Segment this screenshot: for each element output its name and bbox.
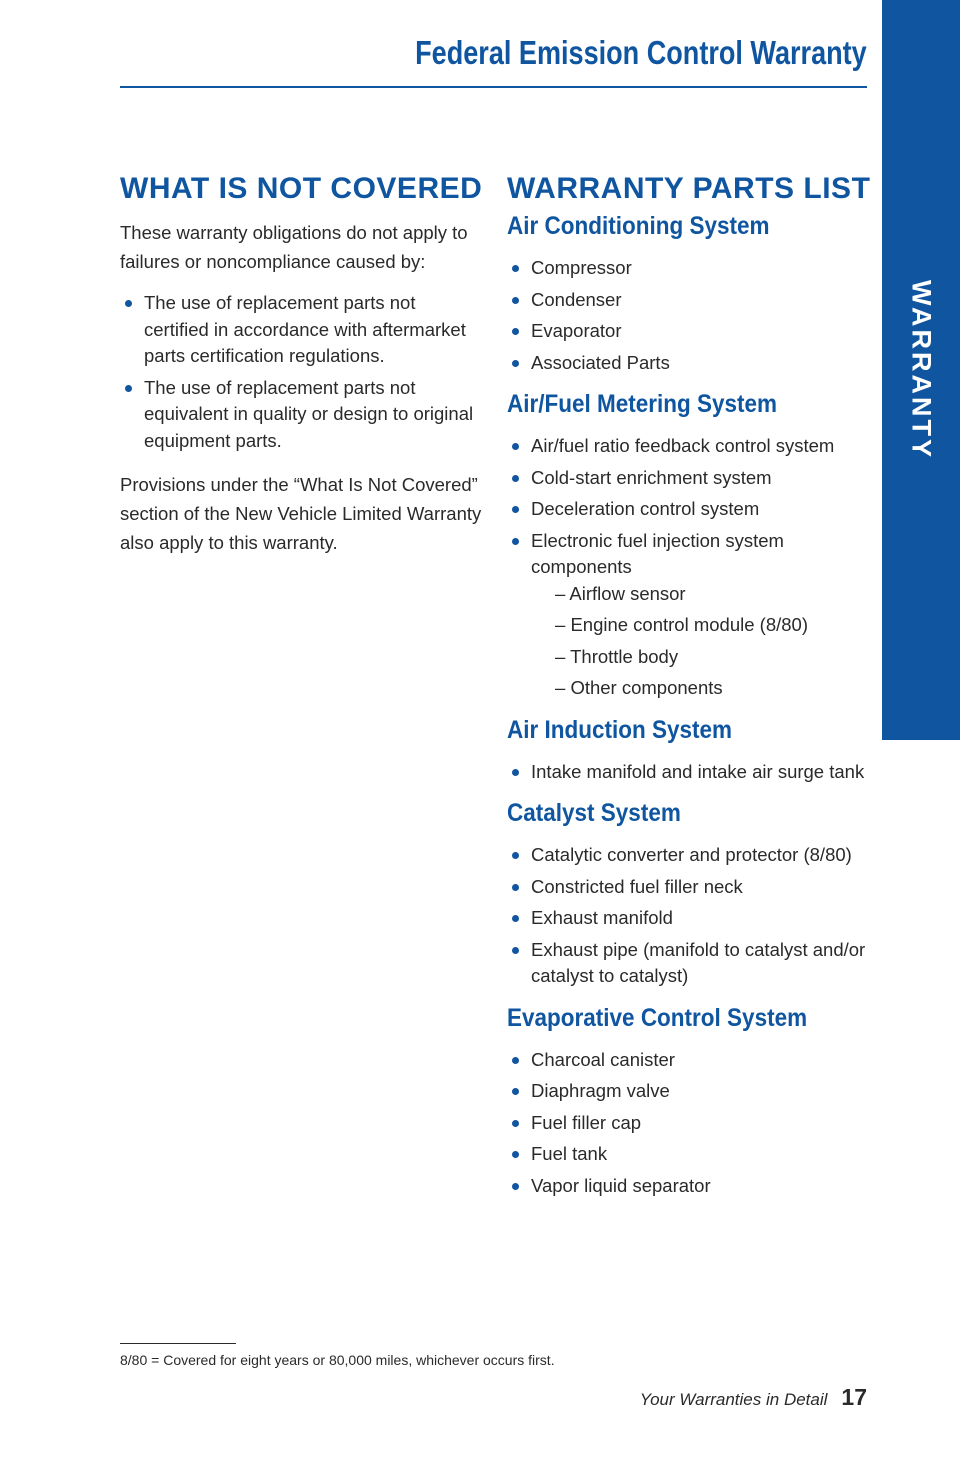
- not-covered-section: [120, 172, 482, 557]
- page-title: Federal Emission Control Warranty: [415, 34, 867, 71]
- catalyst-list: [507, 842, 867, 990]
- list-item: Air/fuel ratio feedback control system: [507, 433, 867, 460]
- bullet-icon: [512, 443, 519, 450]
- bullet-icon: [512, 297, 519, 304]
- page-footer: [640, 1384, 867, 1411]
- bullet-icon: [512, 1088, 519, 1095]
- evaporative-heading: Evaporative Control System: [507, 1003, 808, 1032]
- list-item: Exhaust manifold: [507, 905, 867, 932]
- not-covered-list: [120, 290, 482, 454]
- list-item: Fuel filler cap: [507, 1110, 867, 1137]
- bullet-icon: [512, 852, 519, 859]
- fuel-injection-components-list: [531, 581, 867, 702]
- list-item: Fuel tank: [507, 1141, 867, 1168]
- bullet-icon: [512, 1120, 519, 1127]
- list-item: Diaphragm valve: [507, 1078, 867, 1105]
- air-conditioning-heading: Air Conditioning System: [507, 212, 770, 240]
- catalyst-heading: Catalyst System: [507, 799, 681, 827]
- air-conditioning-list: [507, 255, 867, 376]
- bullet-icon: [512, 947, 519, 954]
- sub-list-item: – Engine control module (8/80): [531, 612, 867, 639]
- list-item: Evaporator: [507, 318, 867, 345]
- bullet-icon: [512, 1183, 519, 1190]
- list-item: The use of replacement parts not equivalent in quality or design to original equipment parts.: [120, 375, 482, 455]
- bullet-icon: [512, 265, 519, 272]
- list-item: Constricted fuel filler neck: [507, 874, 867, 901]
- list-item: Cold-start enrichment system: [507, 465, 867, 492]
- not-covered-intro: These warranty obligations do not apply to failures or noncompliance caused by:: [120, 222, 468, 272]
- page-number: 17: [841, 1384, 867, 1410]
- bullet-icon: [512, 506, 519, 513]
- side-tab-label: WARRANTY: [906, 280, 937, 460]
- page-header: [120, 30, 867, 88]
- bullet-icon: [512, 1151, 519, 1158]
- bullet-icon: [512, 769, 519, 776]
- list-item: Intake manifold and intake air surge tank: [507, 759, 867, 786]
- bullet-icon: [512, 360, 519, 367]
- provisions-text: Provisions under the “What Is Not Covered” section of the New Vehicle Limited Warranty also apply to this warranty.: [120, 474, 482, 553]
- sub-list-item: – Throttle body: [531, 644, 867, 671]
- list-item: Condenser: [507, 287, 867, 314]
- bullet-icon: [512, 915, 519, 922]
- list-item: Electronic fuel injection system components – Airflow sensor – Engine control module (8/80) – Throttle body – Other components: [507, 528, 867, 702]
- sub-list-item: – Airflow sensor: [531, 581, 867, 608]
- footer-section-title: Your Warranties in Detail: [639, 1390, 828, 1409]
- sub-list-item: – Other components: [531, 675, 867, 702]
- list-item: The use of replacement parts not certified in accordance with aftermarket parts certification regulations.: [120, 290, 482, 370]
- footnote: 8/80 = Covered for eight years or 80,000 miles, whichever occurs first.: [120, 1352, 555, 1368]
- air-fuel-metering-heading: Air/Fuel Metering System: [507, 390, 778, 418]
- not-covered-heading: WHAT IS NOT COVERED: [120, 172, 483, 205]
- list-item: Compressor: [507, 255, 867, 282]
- parts-list-section: [507, 172, 871, 1204]
- footnote-divider: [120, 1343, 236, 1344]
- bullet-icon: [125, 385, 132, 392]
- bullet-icon: [512, 884, 519, 891]
- list-item: Catalytic converter and protector (8/80): [507, 842, 867, 869]
- bullet-icon: [512, 475, 519, 482]
- list-item: Associated Parts: [507, 350, 867, 377]
- list-item: Charcoal canister: [507, 1047, 867, 1074]
- bullet-icon: [512, 328, 519, 335]
- bullet-icon: [512, 1057, 519, 1064]
- list-item: Exhaust pipe (manifold to catalyst and/or catalyst to catalyst): [507, 937, 867, 990]
- bullet-icon: [125, 300, 132, 307]
- air-fuel-metering-list: [507, 433, 867, 702]
- air-induction-heading: Air Induction System: [507, 715, 733, 744]
- section-side-tab: [882, 0, 960, 740]
- air-induction-list: [507, 759, 867, 786]
- list-item: Vapor liquid separator: [507, 1173, 867, 1200]
- evaporative-list: [507, 1047, 867, 1200]
- parts-list-heading: WARRANTY PARTS LIST: [507, 172, 871, 205]
- list-item: Deceleration control system: [507, 496, 867, 523]
- bullet-icon: [512, 538, 519, 545]
